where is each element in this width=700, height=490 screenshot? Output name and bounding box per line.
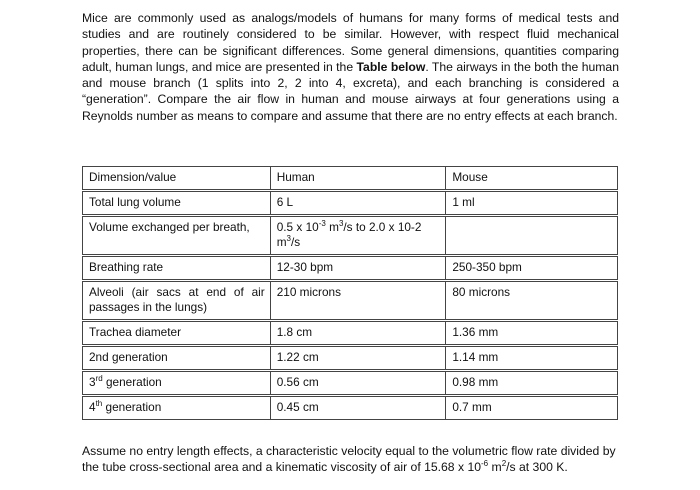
table-row <box>83 256 618 281</box>
row-label: Trachea diameter <box>83 321 271 346</box>
generation-ordinal: th <box>95 399 103 409</box>
row-mouse: 1.14 mm <box>446 346 618 371</box>
header-dimension: Dimension/value <box>83 167 271 191</box>
table-row <box>83 216 618 256</box>
table-row <box>83 371 618 396</box>
row-mouse: 0.7 mm <box>446 396 618 420</box>
human-volume-exponent: 3 <box>286 234 291 244</box>
table-row <box>83 281 618 321</box>
human-volume-part: 0.5 x 10 <box>276 220 319 234</box>
row-label: Alveoli (air sacs at end of air passages in the lungs) <box>83 281 271 321</box>
row-human: 1.22 cm <box>270 346 446 371</box>
row-label: Volume exchanged per breath, <box>83 216 271 256</box>
row-mouse: 80 microns <box>446 281 618 321</box>
human-volume-part: /s to 2.0 x 10-2 <box>343 220 422 234</box>
human-volume-part: m <box>325 220 339 234</box>
row-label: Breathing rate <box>83 256 271 281</box>
generation-number: 4 <box>89 400 96 414</box>
intro-paragraph <box>82 10 619 124</box>
table-row <box>83 346 618 371</box>
table-row <box>83 321 618 346</box>
row-mouse: 1.36 mm <box>446 321 618 346</box>
human-volume-part: m <box>276 235 287 249</box>
row-label: Total lung volume <box>83 191 271 216</box>
table-row <box>83 191 618 216</box>
units-exponent: 2 <box>501 458 507 468</box>
row-human: 6 L <box>270 191 446 216</box>
row-mouse <box>446 216 618 256</box>
outro-text-2: m <box>488 459 502 474</box>
row-human: 12-30 bpm <box>270 256 446 281</box>
intro-text-2: . The airways in the both the human and mouse branch (1 splits into 2, 2 into 4, excreta), and each branching is considered a “generation”. Compare the air flow in human and mouse airways at four generations using a Reynolds number as means to compare and assume that there are no entry effects at each branch. <box>82 59 619 123</box>
outro-text-1: Assume no entry length effects, a characteristic velocity equal to the volumetric flow rate divided by the tube cross-sectional area and a kinematic viscosity of air of 15.68 x 10 <box>82 444 616 474</box>
row-mouse: 1 ml <box>446 191 618 216</box>
header-mouse: Mouse <box>446 167 618 191</box>
row-human: 0.56 cm <box>270 371 446 396</box>
row-label: 2nd generation <box>83 346 271 371</box>
generation-word: generation <box>102 375 162 389</box>
intro-bold-text: Table below <box>356 59 426 74</box>
intro-text-1: Mice are commonly used as analogs/models of humans for many forms of medical tests and studies and are routinely considered to be similar. However, with respect fluid mechanical properties, there can be significant differences. Some general dimensions, quantities comparing adult, human lungs, and mice are presented in the <box>82 11 619 74</box>
row-human: 210 microns <box>270 281 446 321</box>
row-label <box>83 396 271 420</box>
generation-ordinal: rd <box>95 374 103 384</box>
row-mouse: 250-350 bpm <box>446 256 618 281</box>
outro-text-3: /s at 300 K. <box>506 459 568 474</box>
generation-number: 3 <box>89 375 96 389</box>
table-header-row <box>83 167 618 191</box>
row-mouse: 0.98 mm <box>446 371 618 396</box>
human-volume-part: /s <box>291 235 301 249</box>
human-volume-exponent: -3 <box>318 219 326 229</box>
row-human <box>270 216 446 256</box>
human-volume-exponent: 3 <box>338 219 344 229</box>
header-human: Human <box>270 167 446 191</box>
comparison-table <box>82 166 618 420</box>
row-label <box>83 371 271 396</box>
row-human: 0.45 cm <box>270 396 446 420</box>
outro-paragraph <box>82 444 622 475</box>
table-row <box>83 396 618 420</box>
row-human: 1.8 cm <box>270 321 446 346</box>
generation-word: generation <box>102 400 162 414</box>
viscosity-exponent: -6 <box>481 458 489 468</box>
